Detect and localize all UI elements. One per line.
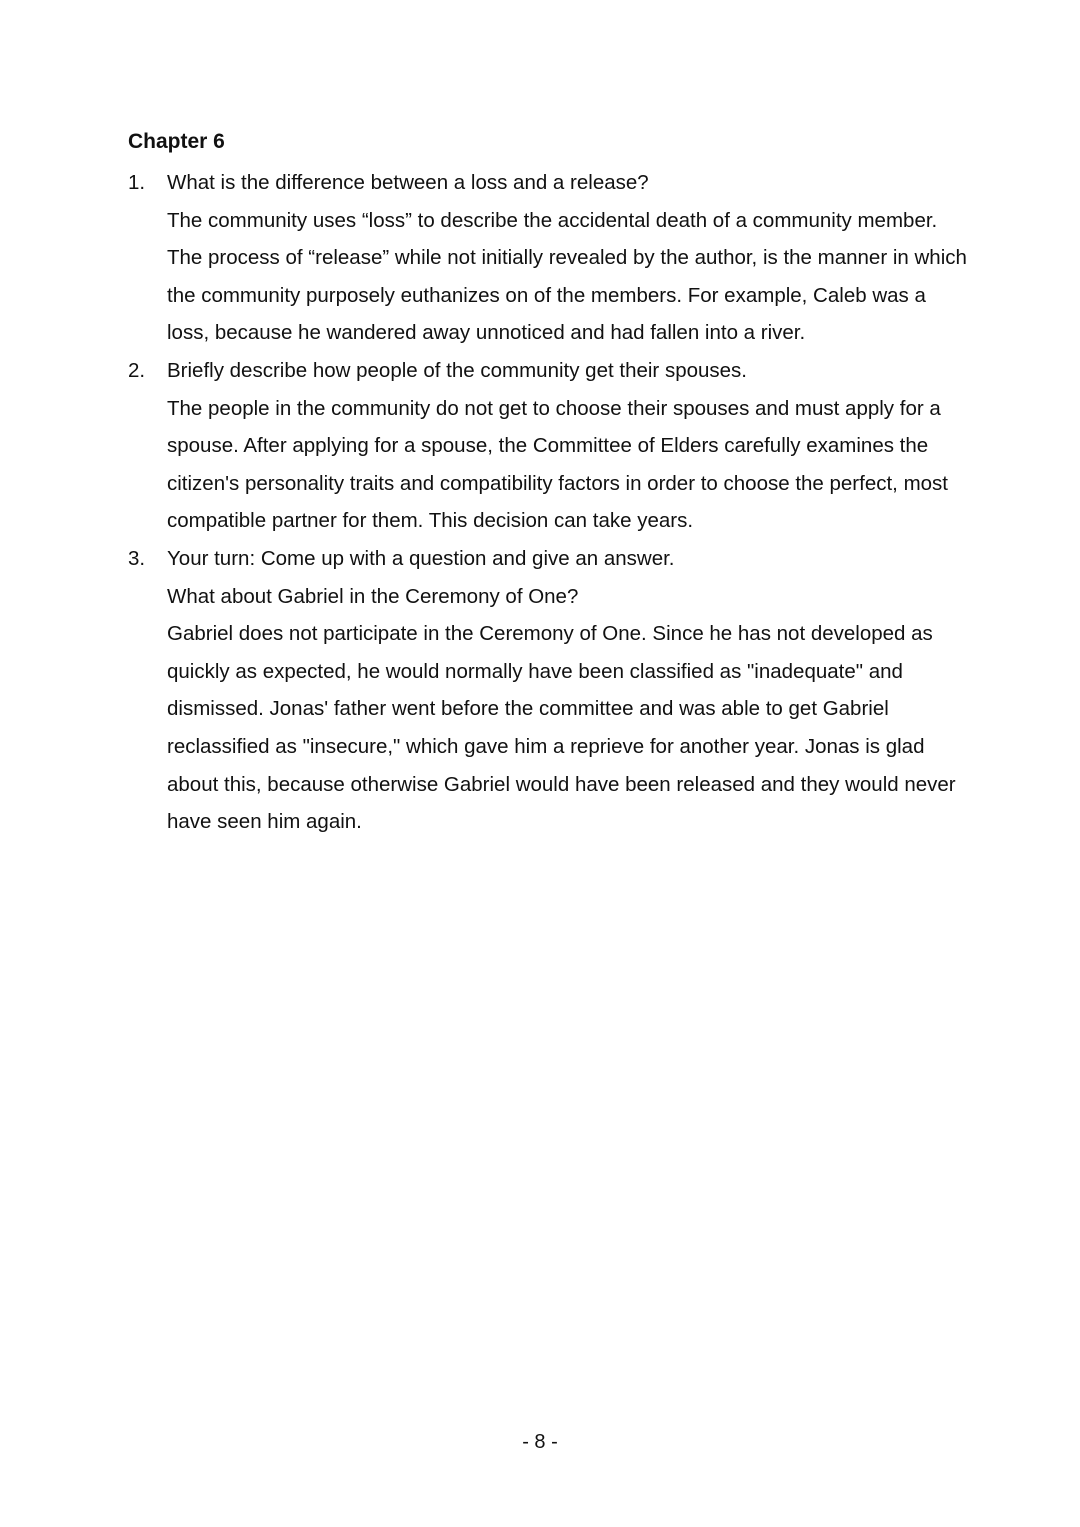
sub-question-text: What about Gabriel in the Ceremony of One?	[167, 584, 579, 608]
question-item-2	[128, 352, 968, 540]
question-text: Briefly describe how people of the community get their spouses.	[167, 358, 747, 382]
question-list	[128, 164, 968, 841]
question-text: What is the difference between a loss and a release?	[167, 171, 649, 194]
question-number: 3.	[128, 546, 146, 570]
answer-text: Gabriel does not participate in the Ceremony of One. Since he has not developed as quickly as expected, he would normally have been classified as "inadequate" and dismissed. Jonas' father went before the committee and was able to get Gabriel reclassified as "insecure," which gave him a reprieve for another year. Jonas is glad about this, because otherwise Gabriel would have been released and they would never have seen him again.	[167, 622, 956, 834]
question-item-1	[128, 164, 968, 352]
question-text: Your turn: Come up with a question and give an answer.	[167, 546, 675, 570]
chapter-title: Chapter 6	[128, 130, 225, 153]
answer-text: The people in the community do not get to choose their spouses and must apply for a spouse. After applying for a spouse, the Committee of Elders carefully examines the citizen's personality traits and compatibility factors in order to choose the perfect, most compatible partner for them. This decision can take years.	[167, 396, 948, 533]
question-number: 2.	[128, 358, 146, 382]
page-number: - 8 -	[522, 1431, 558, 1453]
question-item-3	[128, 540, 968, 841]
answer-text: The community uses “loss” to describe the accidental death of a community member. The process of “release” while not initially revealed by the author, is the manner in which the community purposely euthanizes on of the members. For example, Caleb was a loss, because he wandered away unnoticed and had fallen into a river.	[167, 208, 967, 345]
question-number: 1.	[128, 171, 146, 194]
